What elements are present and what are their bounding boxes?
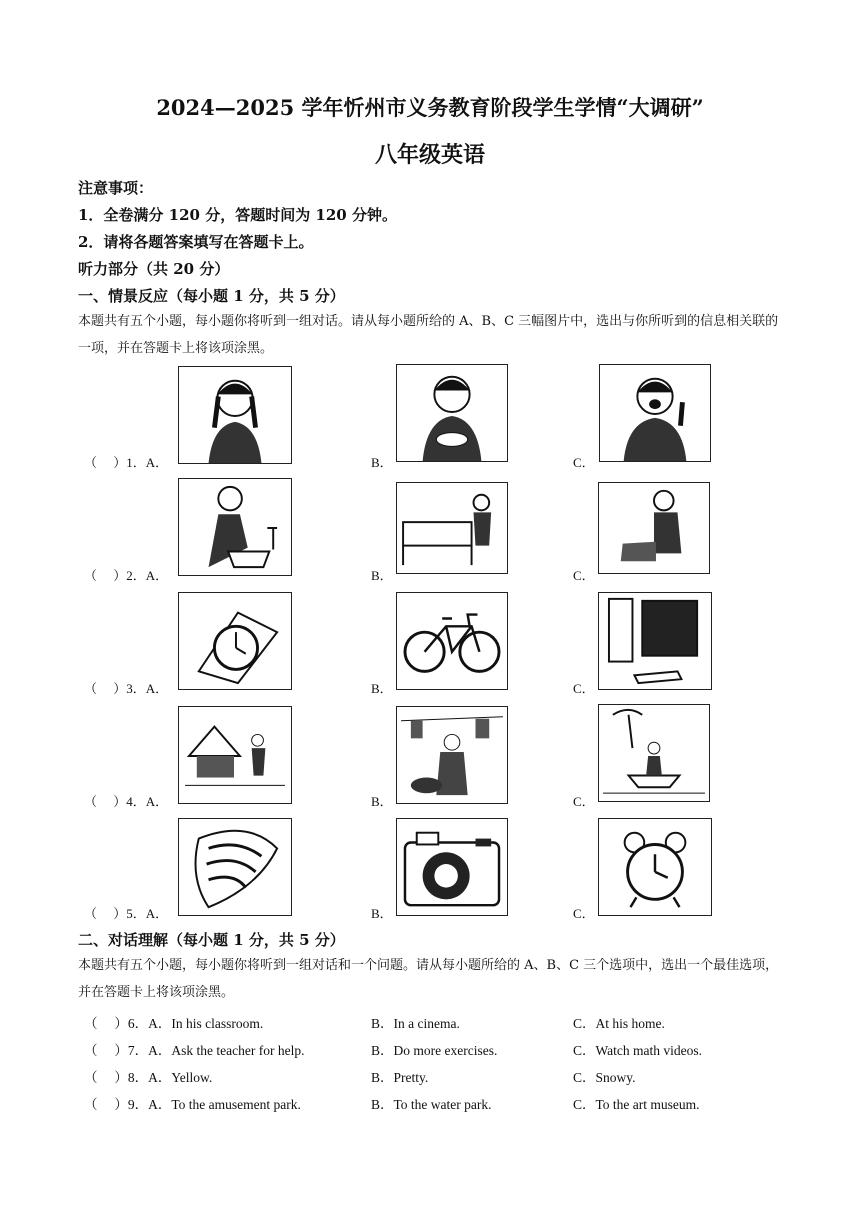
section1-instruction: 本题共有五个小题，每小题你将听到一组对话。请从每小题所给的 A、B、C 三幅图片中，选出与你所听到的信息相关联的一项，并在答题卡上将该项涂黑。 xyxy=(78,314,779,356)
q8-option-b: B．Pretty. xyxy=(371,1070,429,1085)
boat-island-scene-icon xyxy=(598,704,710,802)
scarf-icon xyxy=(178,818,292,916)
notes-item-1: 1．全卷满分 120 分，答题时间为 120 分钟。 xyxy=(78,206,397,224)
exam-title: 2024—2025 学年忻州市义务教育阶段学生学情“大调研” xyxy=(156,95,704,120)
q2-label: （ ）2．A． xyxy=(84,568,169,583)
listening-heading: 听力部分（共 20 分） xyxy=(78,260,230,278)
q9-option-a: （ ）9．A．To the amusement park. xyxy=(84,1097,301,1112)
section2-instruction: 本题共有五个小题，每小题你将听到一组对话和一个问题。请从每小题所给的 A、B、C 三个选项中，选出一个最佳选项，并在答题卡上将该项涂黑。 xyxy=(78,958,779,1000)
q7-option-c: C．Watch math videos. xyxy=(573,1043,703,1058)
section2-heading: 二、对话理解（每小题 1 分，共 5 分） xyxy=(78,931,345,949)
q4-b-label: B． xyxy=(371,794,393,809)
notes-item-2: 2．请将各题答案填写在答题卡上。 xyxy=(78,233,314,251)
q3-c-label: C． xyxy=(573,681,595,696)
q1-label: （ ）1．A． xyxy=(84,455,169,470)
q6-option-a: （ ）6．A．In his classroom. xyxy=(84,1016,264,1031)
bicycle-icon xyxy=(396,592,508,690)
q4-c-label: C． xyxy=(573,794,595,809)
q2-c-label: C． xyxy=(573,568,595,583)
notes-heading: 注意事项： xyxy=(78,179,154,197)
q7-option-b: B．Do more exercises. xyxy=(371,1043,498,1058)
q2-b-label: B． xyxy=(371,568,393,583)
q6-option-c: C．At his home. xyxy=(573,1016,665,1031)
q1-b-label: B． xyxy=(371,455,393,470)
q6-option-b: B．In a cinema. xyxy=(371,1016,460,1031)
boy-washing-hands-icon xyxy=(178,478,292,576)
q1-c-label: C． xyxy=(573,455,595,470)
q8-option-c: C．Snowy. xyxy=(573,1070,636,1085)
section1-heading: 一、情景反应（每小题 1 分，共 5 分） xyxy=(78,287,345,305)
q7-option-a: （ ）7．A．Ask the teacher for help. xyxy=(84,1043,305,1058)
camera-icon xyxy=(396,818,508,916)
washing-clothes-scene-icon xyxy=(396,706,508,804)
exam-subtitle: 八年级英语 xyxy=(374,142,485,168)
q8-option-a: （ ）8．A．Yellow. xyxy=(84,1070,213,1085)
alarm-clock-icon xyxy=(598,818,712,916)
boy-folding-clothes-icon xyxy=(598,482,710,574)
q4-label: （ ）4．A． xyxy=(84,794,169,809)
boy-coughing-icon xyxy=(599,364,711,462)
q3-label: （ ）3．A． xyxy=(84,681,169,696)
q3-b-label: B． xyxy=(371,681,393,696)
boy-holding-head-icon xyxy=(178,366,292,464)
camping-scene-icon xyxy=(178,706,292,804)
boy-stomachache-icon xyxy=(396,364,508,462)
watch-icon xyxy=(178,592,292,690)
q5-label: （ ）5．A． xyxy=(84,906,169,921)
q9-option-c: C．To the art museum. xyxy=(573,1097,700,1112)
q5-b-label: B． xyxy=(371,906,393,921)
computer-icon xyxy=(598,592,712,690)
q5-c-label: C． xyxy=(573,906,595,921)
q9-option-b: B．To the water park. xyxy=(371,1097,492,1112)
boy-making-bed-icon xyxy=(396,482,508,574)
